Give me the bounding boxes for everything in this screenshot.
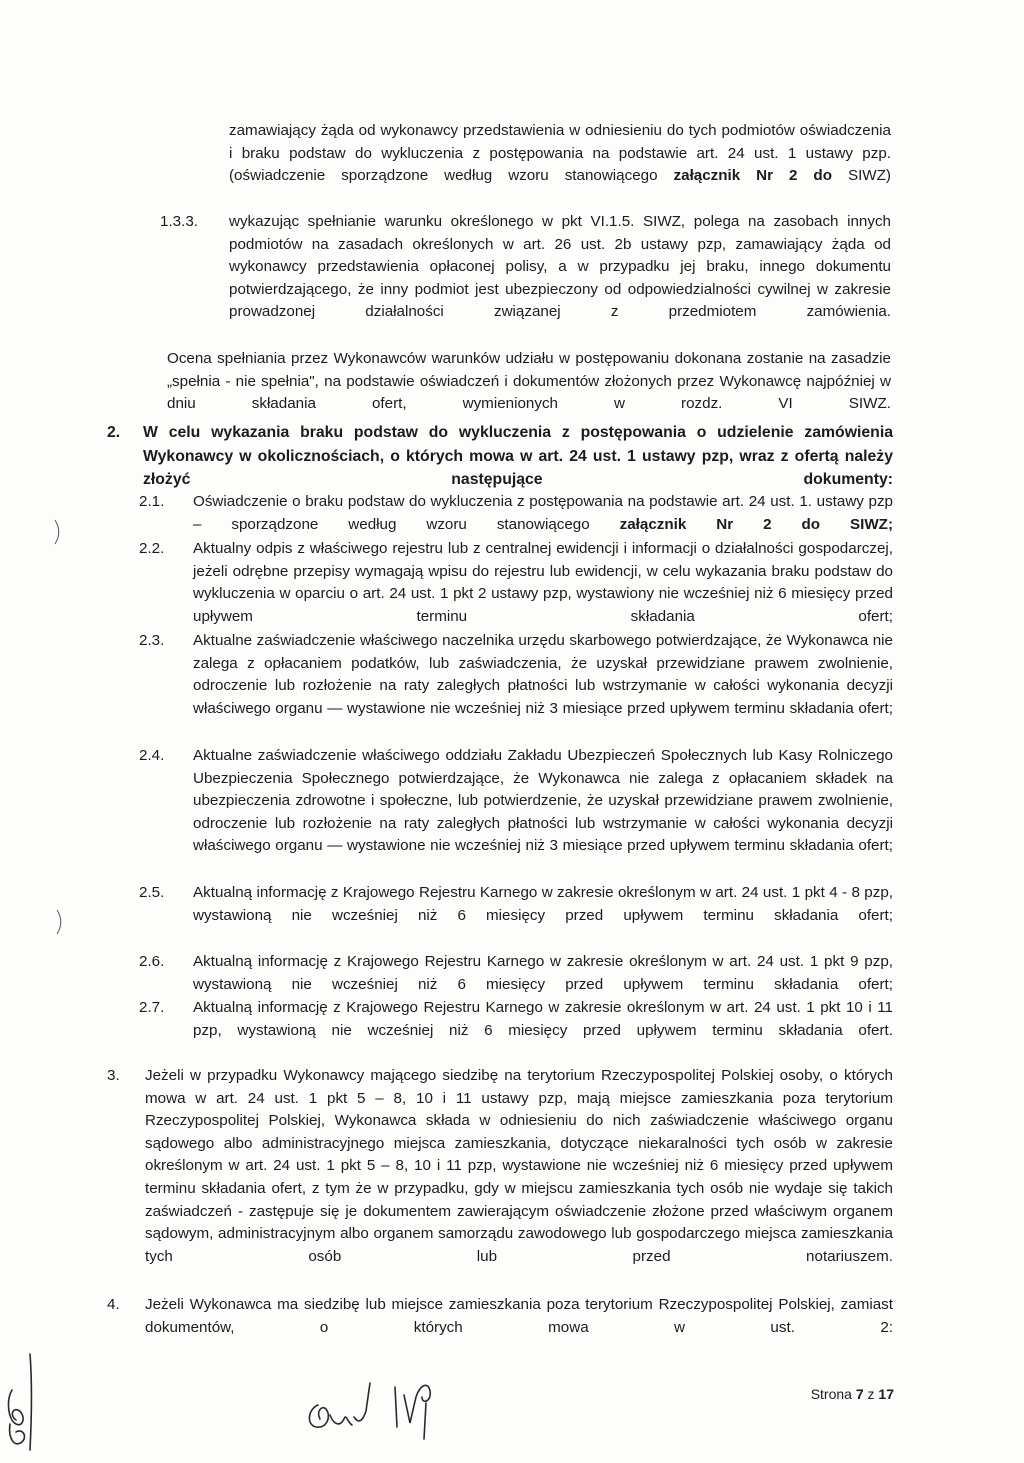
- item-number: 2.2.: [139, 540, 165, 557]
- item-number: 2.3.: [139, 632, 165, 649]
- item-2-6: Aktualną informację z Krajowego Rejestru Karnego w zakresie określonym w art. 24 ust. 1 pkt 9 pzp, wystawioną nie wcześniej niż 6 miesięcy przed upływem terminu składania ofert;: [193, 953, 893, 993]
- margin-bracket-mark: [54, 908, 64, 936]
- section-number: 2.: [107, 424, 121, 441]
- handwritten-initials: [2, 1350, 46, 1456]
- item-number: 2.5.: [139, 884, 165, 901]
- continuation-paragraph: zamawiający żąda od wykonawcy przedstawienia w odniesieniu do tych podmiotów oświadczenia i braku podstaw do wykluczenia z postępowania na podstawie art. 24 ust. 1 ustawy pzp. (oświadczenie sporządzone według wzoru stanowiącego załącznik Nr 2 do SIWZ): [229, 122, 891, 185]
- item-number: 3.: [107, 1067, 120, 1084]
- item-3: Jeżeli w przypadku Wykonawcy mającego siedzibę na terytorium Rzeczypospolitej Polskiej osoby, o których mowa w art. 24 ust. 1 pkt 5 – 8, 10 i 11 ustawy pzp, mają miejsce zamieszkania poza terytorium Rzeczypospolitej Polskiej, Wykonawca składa w odniesieniu do nich zaświadczenie właściwego organu sądowego albo administracyjnego miejsca zamieszkania, dotyczące niekaralności tych osób w zakresie określonym w art. 24 ust. 1 pkt 5 – 8, 10 i 11 pzp, wystawione nie wcześniej niż 6 miesięcy przed upływem terminu składania ofert, z tym że w przypadku, gdy w miejscu zamieszkania tych osób nie wydaje się takich zaświadczeń - zastępuje się je dokumentem zawierającym oświadczenie złożone przed właściwym organem sądowym, administracyjnym albo organem samorządu zawodowego lub gospodarczego miejsca zamieszkania tych osób lub przed notariuszem.: [145, 1067, 893, 1265]
- item-number: 1.3.3.: [160, 213, 198, 230]
- section-2-heading: W celu wykazania braku podstaw do wykluczenia z postępowania o udzielenie zamówienia Wykonawcy w okolicznościach, o których mowa w art. 24 ust. 1 ustawy pzp, wraz z ofertą należy złożyć następujące dokumenty:: [143, 424, 893, 488]
- item-2-1: Oświadczenie o braku podstaw do wykluczenia z postępowania na podstawie art. 24 ust. 1. ustawy pzp – sporządzone według wzoru stanowiącego załącznik Nr 2 do SIWZ;: [193, 493, 893, 533]
- item-number: 2.4.: [139, 747, 165, 764]
- margin-bracket-mark: [52, 518, 62, 546]
- assessment-paragraph: Ocena spełniania przez Wykonawców warunków udziału w postępowaniu dokonana zostanie na zasadzie „spełnia - nie spełnia", na podstawie oświadczeń i dokumentów złożonych przez Wykonawcę najpóźniej w dniu składania ofert, wymienionych w rozdz. VI SIWZ.: [167, 350, 891, 413]
- item-2-7: Aktualną informację z Krajowego Rejestru Karnego w zakresie określonym w art. 24 ust. 1 pkt 10 i 11 pzp, wystawioną nie wcześniej niż 6 miesięcy przed upływem terminu składania ofert.: [193, 999, 893, 1039]
- item-number: 2.6.: [139, 953, 165, 970]
- item-2-5: Aktualną informację z Krajowego Rejestru Karnego w zakresie określonym w art. 24 ust. 1 pkt 4 - 8 pzp, wystawioną nie wcześniej niż 6 miesięcy przed upływem terminu składania ofert;: [193, 884, 893, 924]
- item-4: Jeżeli Wykonawca ma siedzibę lub miejsce zamieszkania poza terytorium Rzeczypospolitej Polskiej, zamiast dokumentów, o których mowa w ust. 2:: [145, 1296, 893, 1336]
- item-2-2: Aktualny odpis z właściwego rejestru lub z centralnej ewidencji i informacji o działalności gospodarczej, jeżeli odrębne przepisy wymagają wpisu do rejestru lub ewidencji, w celu wykazania braku podstaw do wykluczenia w oparciu o art. 24 ust. 1 pkt 2 ustawy pzp, wystawiony nie wcześniej niż 6 miesięcy przed upływem terminu składania ofert;: [193, 540, 893, 625]
- page-footer: Strona 7 z 17: [810, 1386, 894, 1402]
- item-number: 2.1.: [139, 493, 165, 510]
- item-number: 2.7.: [139, 999, 165, 1016]
- item-number: 4.: [107, 1296, 120, 1313]
- item-2-3: Aktualne zaświadczenie właściwego naczelnika urzędu skarbowego potwierdzające, że Wykonawca nie zalega z opłacaniem podatków, lub zaświadczenia, że uzyskał przewidziane prawem zwolnienie, odroczenie lub rozłożenie na raty zaległych płatności lub wstrzymanie w całości wykonania decyzji właściwego organu — wystawione nie wcześniej niż 3 miesiące przed upływem terminu składania ofert;: [193, 632, 893, 717]
- item-1-3-3: wykazując spełnianie warunku określonego w pkt VI.1.5. SIWZ, polega na zasobach innych podmiotów na zasadach określonych w art. 26 ust. 2b ustawy pzp, zamawiający żąda od wykonawcy przedstawienia opłaconej polisy, a w przypadku jej braku, innego dokumentu potwierdzającego, że inny podmiot jest ubezpieczony od odpowiedzialności cywilnej w zakresie prowadzonej działalności związanej z przedmiotem zamówienia.: [229, 213, 891, 321]
- item-2-4: Aktualne zaświadczenie właściwego oddziału Zakładu Ubezpieczeń Społecznych lub Kasy Rolniczego Ubezpieczenia Społecznego potwierdzające, że Wykonawca nie zalega z opłacaniem składek na ubezpieczenia zdrowotne i społeczne, lub potwierdzenie, że uzyskał przewidziane prawem zwolnienie, odroczenie lub rozłożenie na raty zaległych płatności lub wstrzymanie w całości wykonania decyzji właściwego organu — wystawione nie wcześniej niż 3 miesiące przed upływem terminu składania ofert;: [193, 747, 893, 855]
- handwritten-signature: [300, 1365, 480, 1445]
